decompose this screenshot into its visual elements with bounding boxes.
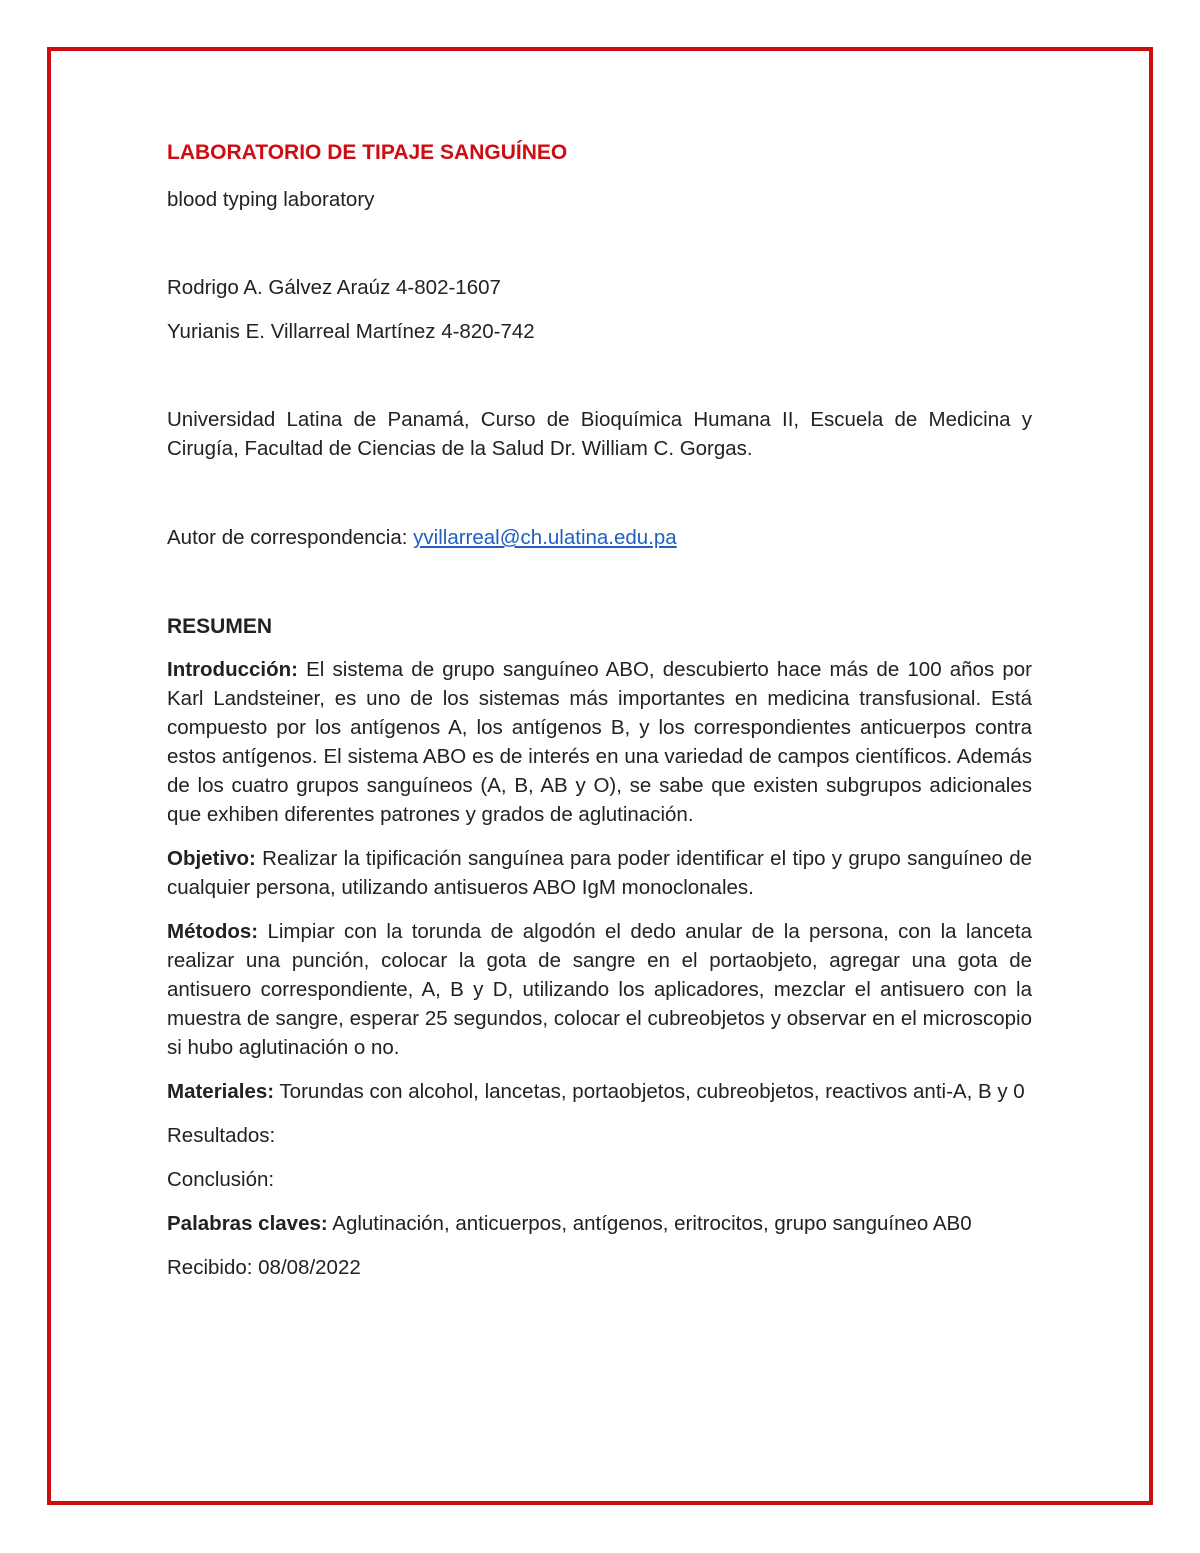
affiliation: Universidad Latina de Panamá, Curso de Bioquímica Humana II, Escuela de Medicina y Cirugía, Facultad de Ciencias de la Salud Dr. William C. Gorgas. [167, 408, 1032, 460]
materiales-paragraph [167, 1077, 1032, 1106]
palabras-claves-label: Palabras claves: [167, 1212, 328, 1235]
introduccion-text: El sistema de grupo sanguíneo ABO, descubierto hace más de 100 años por Karl Landsteiner, es uno de los sistemas más importantes en medicina transfusional. Está compuesto por los antígenos A, los antígenos B, y los correspondientes anticuerpos contra estos antígenos. El sistema ABO es de interés en una variedad de campos científicos. Además de los cuatro grupos sanguíneos (A, B, AB y O), se sabe que existen subgrupos adicionales que exhiben diferentes patrones y grados de aglutinación. [167, 658, 1032, 826]
introduccion-paragraph [167, 655, 1032, 829]
english-title: blood typing laboratory [167, 188, 375, 211]
received-date: Recibido: 08/08/2022 [167, 1256, 361, 1279]
introduccion-label: Introducción: [167, 658, 298, 681]
materiales-text: Torundas con alcohol, lancetas, portaobjetos, cubreobjetos, reactivos anti-A, B y 0 [274, 1080, 1025, 1103]
objetivo-text: Realizar la tipificación sanguínea para poder identificar el tipo y grupo sanguíneo de cualquier persona, utilizando antisueros ABO IgM monoclonales. [167, 847, 1032, 899]
metodos-paragraph [167, 917, 1032, 1062]
correspondence-label: Autor de correspondencia: [167, 526, 414, 549]
palabras-claves-text: Aglutinación, anticuerpos, antígenos, eritrocitos, grupo sanguíneo AB0 [327, 1212, 972, 1235]
metodos-text: Limpiar con la torunda de algodón el dedo anular de la persona, con la lanceta realizar una punción, colocar la gota de sangre en el portaobjeto, agregar una gota de antisuero correspondiente, A, B y D, utilizando los aplicadores, mezclar el antisuero con la muestra de sangre, esperar 25 segundos, colocar el cubreobjetos y observar en el microscopio si hubo aglutinación o no. [167, 920, 1032, 1059]
document-title: LABORATORIO DE TIPAJE SANGUÍNEO [167, 141, 568, 164]
correspondence [167, 523, 1032, 552]
palabras-claves-paragraph [167, 1209, 1032, 1238]
objetivo-label: Objetivo: [167, 847, 256, 870]
author-2: Yurianis E. Villarreal Martínez 4-820-742 [167, 320, 535, 343]
resultados-label: Resultados: [167, 1124, 276, 1147]
metodos-label: Métodos: [167, 920, 259, 943]
objetivo-paragraph [167, 844, 1032, 902]
abstract-heading: RESUMEN [167, 615, 273, 638]
correspondence-email-link[interactable]: yvillarreal@ch.ulatina.edu.pa [413, 526, 677, 549]
document-body [167, 138, 1032, 1282]
materiales-label: Materiales: [167, 1080, 275, 1103]
author-1: Rodrigo A. Gálvez Araúz 4-802-1607 [167, 276, 501, 299]
conclusion-label: Conclusión: [167, 1168, 275, 1191]
